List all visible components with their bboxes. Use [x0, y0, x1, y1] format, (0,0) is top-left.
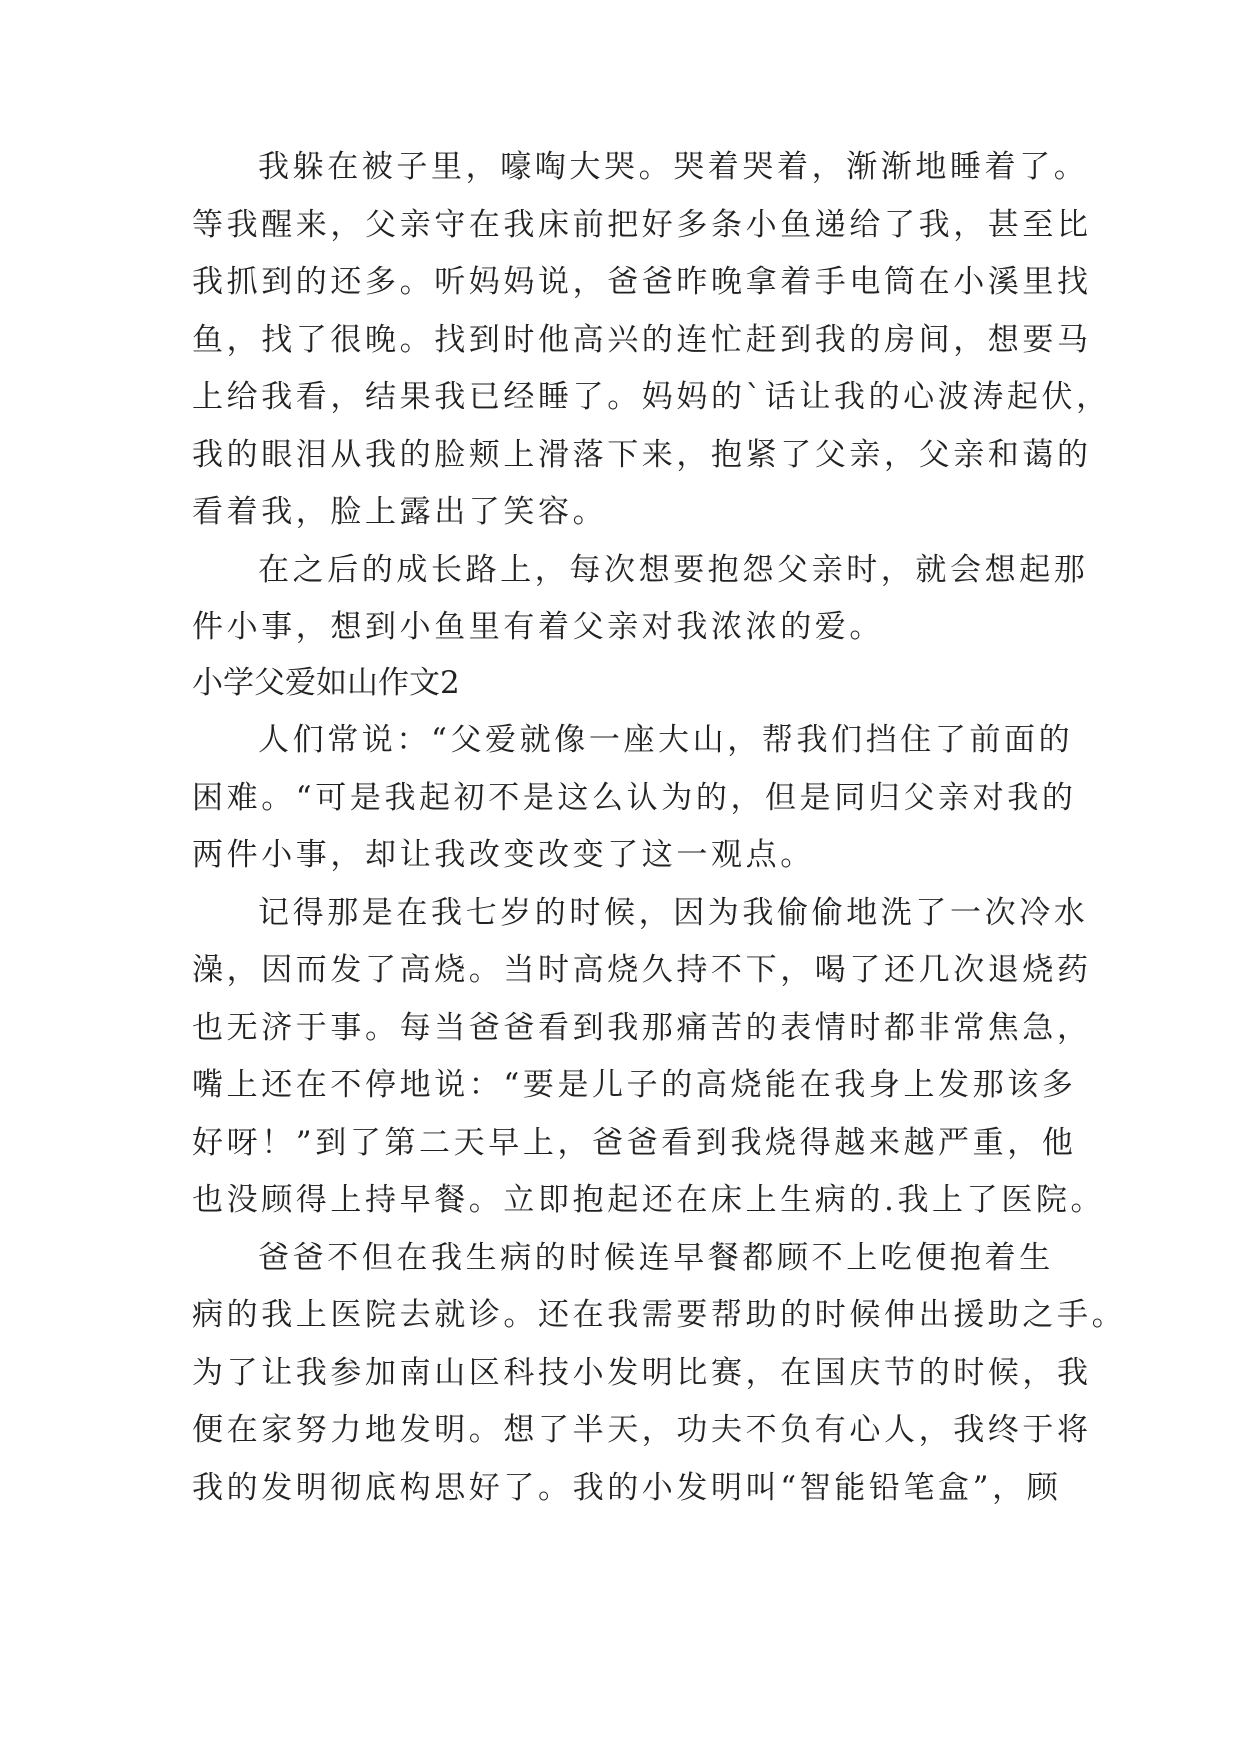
paragraph-4-line-6: 也没顾得上持早餐。立即抱起还在床上生病的.我上了医院。	[192, 1182, 1106, 1218]
paragraph-5-line-2: 病的我上医院去就诊。还在我需要帮助的时候伸出援助之手。	[192, 1297, 1127, 1333]
paragraph-1-line-5: 上给我看，结果我已经睡了。妈妈的`话让我的心波涛起伏，	[192, 379, 1111, 415]
paragraph-1-line-7: 看着我，脸上露出了笑容。	[192, 494, 608, 530]
paragraph-3-line-3: 两件小事，却让我改变改变了这一观点。	[192, 837, 815, 873]
paragraph-5-line-5: 我的发明彻底构思好了。我的小发明叫“智能铅笔盒”，顾	[192, 1470, 1062, 1506]
paragraph-4-line-5: 好呀！”到了第二天早上，爸爸看到我烧得越来越严重，他	[192, 1125, 1077, 1161]
paragraph-3-line-1: 人们常说：“父爱就像一座大山，帮我们挡住了前面的	[258, 722, 1074, 758]
paragraph-5-line-4: 便在家努力地发明。想了半天，功夫不负有心人，我终于将	[192, 1412, 1092, 1448]
section-heading: 小学父爱如山作文2	[192, 665, 460, 701]
paragraph-2-line-1: 在之后的成长路上，每次想要抱怨父亲时，就会想起那	[258, 552, 1089, 588]
paragraph-2-line-2: 件小事，想到小鱼里有着父亲对我浓浓的爱。	[192, 609, 884, 645]
paragraph-1-line-6: 我的眼泪从我的脸颊上滑落下来，抱紧了父亲，父亲和蔼的	[192, 437, 1092, 473]
paragraph-3-line-2: 困难。“可是我起初不是这么认为的，但是同归父亲对我的	[192, 780, 1077, 816]
paragraph-4-line-3: 也无济于事。每当爸爸看到我那痛苦的表情时都非常焦急，	[192, 1010, 1092, 1046]
paragraph-4-line-1: 记得那是在我七岁的时候，因为我偷偷地洗了一次冷水	[258, 895, 1089, 931]
paragraph-1-line-3: 我抓到的还多。听妈妈说，爸爸昨晚拿着手电筒在小溪里找	[192, 264, 1092, 300]
paragraph-4-line-4: 嘴上还在不停地说：“要是儿子的高烧能在我身上发那该多	[192, 1067, 1077, 1103]
paragraph-5-line-1: 爸爸不但在我生病的时候连早餐都顾不上吃便抱着生	[258, 1240, 1054, 1276]
paragraph-1-line-2: 等我醒来，父亲守在我床前把好多条小鱼递给了我，甚至比	[192, 207, 1092, 243]
paragraph-1-line-4: 鱼，找了很晚。找到时他高兴的连忙赶到我的房间，想要马	[192, 322, 1092, 358]
paragraph-5-line-3: 为了让我参加南山区科技小发明比赛，在国庆节的时候，我	[192, 1355, 1092, 1391]
paragraph-4-line-2: 澡，因而发了高烧。当时高烧久持不下，喝了还几次退烧药	[192, 952, 1092, 988]
paragraph-1-line-1: 我躲在被子里，嚎啕大哭。哭着哭着，渐渐地睡着了。	[258, 149, 1089, 185]
